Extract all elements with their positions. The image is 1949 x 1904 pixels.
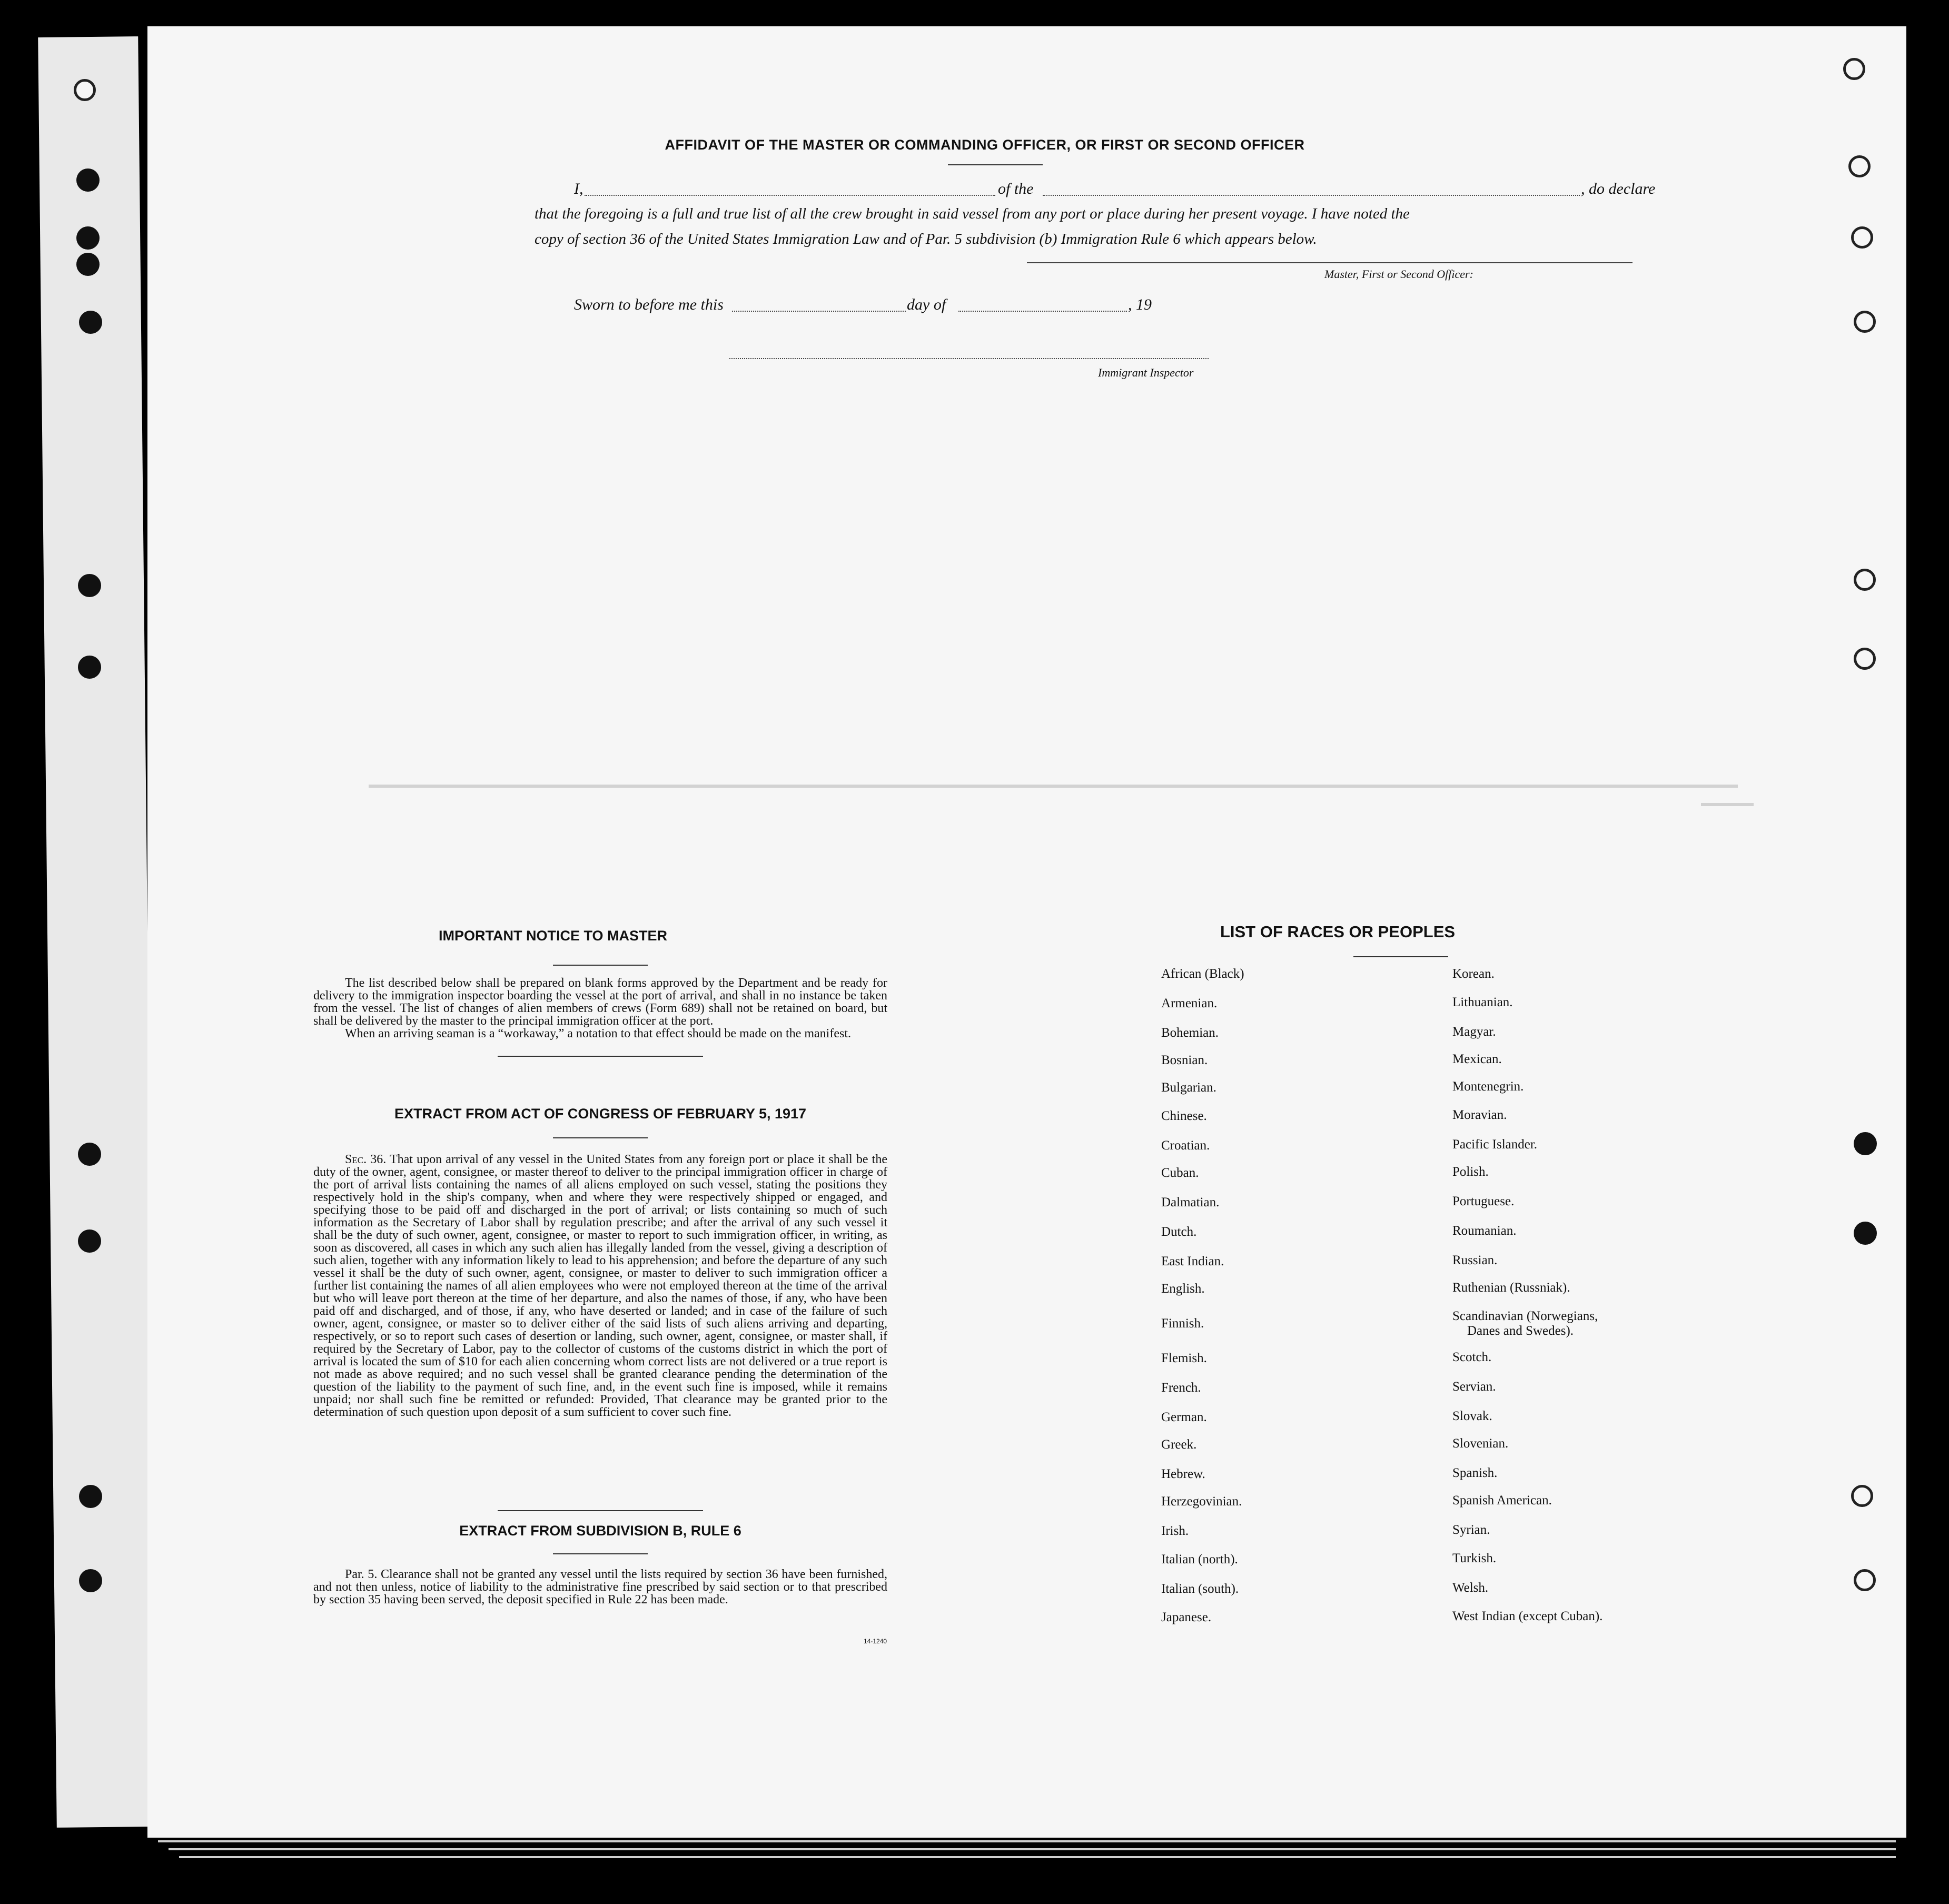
race-item: African (Black) <box>1161 967 1244 981</box>
race-item: East Indian. <box>1161 1254 1224 1268</box>
race-item: Ruthenian (Russniak). <box>1452 1281 1570 1295</box>
race-item: Turkish. <box>1452 1551 1497 1565</box>
page-stack-edge <box>169 1848 1896 1850</box>
race-item: Dalmatian. <box>1161 1195 1220 1209</box>
sworn-label: Sworn to before me this <box>574 296 724 313</box>
race-item: Roumanian. <box>1452 1224 1517 1238</box>
binder-hole <box>1854 1132 1877 1155</box>
inspector-label: Immigrant Inspector <box>1098 366 1194 379</box>
race-item: Polish. <box>1452 1165 1489 1179</box>
race-item: Greek. <box>1161 1437 1197 1452</box>
notice-paragraph-2: When an arriving seaman is a “workaway,” a notation to that effect should be made on the manifest. <box>345 1027 851 1040</box>
extract-rule-text <box>313 1568 887 1606</box>
race-item: Lithuanian. <box>1452 995 1513 1009</box>
race-item: Magyar. <box>1452 1025 1496 1039</box>
affidavit-line2: that the foregoing is a full and true list of all the crew brought in said vessel from any port or place during her present voyage. I have noted the <box>535 205 1410 222</box>
binder-hole <box>1854 648 1876 670</box>
title-underline <box>948 164 1043 165</box>
binder-hole <box>1854 1569 1876 1591</box>
binder-hole <box>76 253 100 276</box>
notice-text <box>313 977 887 1040</box>
affidavit-title: AFFIDAVIT OF THE MASTER OR COMMANDING OFFICER, OR FIRST OR SECOND OFFICER <box>665 137 1305 153</box>
section-divider <box>498 1056 703 1057</box>
binder-hole <box>78 574 101 597</box>
bleed-through-row <box>369 785 1738 788</box>
race-item: Bulgarian. <box>1161 1080 1216 1095</box>
binder-hole <box>78 1143 101 1166</box>
race-item: Finnish. <box>1161 1316 1204 1331</box>
race-item: English. <box>1161 1282 1205 1296</box>
sworn-day-field[interactable] <box>732 311 906 312</box>
race-item: Flemish. <box>1161 1351 1207 1365</box>
binder-hole <box>76 226 100 250</box>
race-item: Croatian. <box>1161 1138 1210 1153</box>
binder-hole <box>1851 1485 1873 1507</box>
races-title-underline <box>1353 956 1448 957</box>
race-item: Japanese. <box>1161 1610 1212 1624</box>
race-item: French. <box>1161 1381 1201 1395</box>
binder-hole <box>76 168 100 192</box>
race-item: Korean. <box>1452 967 1495 981</box>
binder-hole <box>1854 1222 1877 1245</box>
race-item: Russian. <box>1452 1253 1498 1267</box>
race-item: Slovak. <box>1452 1409 1492 1423</box>
extract-rule-title: EXTRACT FROM SUBDIVISION B, RULE 6 <box>459 1523 741 1539</box>
notice-paragraph-1: The list described below shall be prepared on blank forms approved by the Department and be ready for delivery to the immigration inspector boarding the vessel at the port of arrival, and shall in no instance be taken from the vessel. The list of changes of alien members of crews (Form 689) shall not be retained on board, but shall be delivered by the master to the principal immigration officer at the port. <box>313 976 887 1028</box>
name-field[interactable] <box>585 195 995 196</box>
sworn-month-field[interactable] <box>958 311 1127 312</box>
race-item: Scotch. <box>1452 1350 1492 1364</box>
race-item: Italian (south). <box>1161 1582 1239 1596</box>
extract-act-text <box>313 1153 887 1419</box>
race-item: Bosnian. <box>1161 1053 1208 1067</box>
inspector-signature-line[interactable] <box>729 358 1209 359</box>
race-item: Herzegovinian. <box>1161 1494 1242 1509</box>
year-label: , 19 <box>1128 296 1152 313</box>
manifest-page <box>147 26 1906 1838</box>
binder-hole <box>1848 155 1871 177</box>
page-stack-edge <box>158 1840 1896 1842</box>
race-item: Slovenian. <box>1452 1436 1509 1451</box>
race-item: Pacific Islander. <box>1452 1137 1538 1152</box>
extract-act-underline <box>553 1137 648 1138</box>
extract-rule-underline <box>553 1553 648 1554</box>
race-item: German. <box>1161 1410 1207 1424</box>
race-item: Welsh. <box>1452 1581 1489 1595</box>
binder-hole <box>1854 569 1876 591</box>
binder-hole <box>78 1229 101 1253</box>
race-item: Spanish. <box>1452 1466 1498 1480</box>
notice-title-underline <box>553 965 648 966</box>
binder-hole <box>1854 311 1876 333</box>
affidavit-declare-label: , do declare <box>1581 180 1656 197</box>
race-item: Bohemian. <box>1161 1026 1219 1040</box>
form-number: 14-1240 <box>864 1638 887 1645</box>
binder-hole <box>1851 226 1873 249</box>
binder-hole <box>78 656 101 679</box>
page-stack-edge <box>179 1856 1896 1858</box>
sec-36-text: That upon arrival of any vessel in the United States from any foreign port or place it shall be the duty of the owner, agent, consignee, or master thereof to deliver to the principal immigration officer in charge of the port of arrival lists containing the names of all aliens employed on such vessel, stating the positions they respectively hold in the ship's company, when and where they were respectively shipped or engaged, and specifying those to be paid off and discharged in the port of arrival; or lists containing so much of such information as the Secretary of Labor shall by regulation prescribe; and after the arrival of any such vessel it shall be the duty of such owner, agent, consignee, or master to report to such immigration officer, in writing, as soon as discovered, all cases in which any such alien has illegally landed from the vessel, giving a description of such alien, together with any information likely to lead to his apprehension; and before the departure of any such vessel it shall be the duty of such owner, agent, consignee, or master to deliver to such immigration officer a further list containing the names of all alien employees who were not employed thereon at the time of the arrival but who will leave port thereon at the time of her departure, and also the names of those, if any, who have been paid off and discharged, and of those, if any, who have deserted or landed; and in case of the failure of such owner, agent, consignee, or master so to deliver either of the said lists of such aliens arriving and departing, respectively, or so to report such cases of desertion or landing, such owner, agent, consignee, or master shall, if required by the Secretary of Labor, pay to the collector of customs of the customs district in which the port of arrival is located the sum of $10 for each alien concerning whom correct lists are not delivered or a true report is not made as above required; and no such vessel shall be granted clearance pending the determination of the question of the liability to the payment of such fine, and, in the event such fine is imposed, while it remains unpaid; nor shall such fine be remitted or refunded: Provided, That clearance may be granted prior to the determination of such question upon deposit of a sum sufficient to cover such fine. <box>313 1153 887 1419</box>
race-item: Hebrew. <box>1161 1467 1205 1481</box>
binder-hole <box>1843 58 1865 80</box>
binder-hole <box>79 311 102 334</box>
binder-hole <box>79 1485 102 1508</box>
race-item: Irish. <box>1161 1524 1189 1538</box>
underlying-sheet-edge <box>38 36 157 1828</box>
day-of-label: day of <box>907 296 946 313</box>
race-item: Dutch. <box>1161 1225 1197 1239</box>
binder-hole <box>79 1569 102 1592</box>
sec-36-label: Sec. 36. <box>345 1153 387 1166</box>
race-item: Armenian. <box>1161 996 1218 1010</box>
affidavit-i-label: I, <box>574 180 583 197</box>
bleed-through-row <box>1701 803 1754 806</box>
race-item: Italian (north). <box>1161 1552 1238 1566</box>
race-item: Montenegrin. <box>1452 1079 1524 1094</box>
master-signature-line[interactable] <box>1027 262 1633 263</box>
race-item: Syrian. <box>1452 1523 1490 1537</box>
binder-hole <box>74 79 96 101</box>
extract-act-title: EXTRACT FROM ACT OF CONGRESS OF FEBRUARY 5, 1917 <box>394 1106 807 1122</box>
race-item: Spanish American. <box>1452 1493 1552 1508</box>
affidavit-line3: copy of section 36 of the United States Immigration Law and of Par. 5 subdivision (b) Immigration Rule 6 which appears below. <box>535 231 1317 247</box>
race-item: Scandinavian (Norwegians, <box>1452 1309 1598 1323</box>
race-item-continuation: Danes and Swedes). <box>1467 1324 1574 1338</box>
vessel-field[interactable] <box>1043 195 1580 196</box>
notice-title: IMPORTANT NOTICE TO MASTER <box>439 928 667 944</box>
rule-paragraph: Par. 5. Clearance shall not be granted any vessel until the lists required by section 36 have been furnished, and not then unless, notice of liability to the administrative fine prescribed by said section or to that prescribed by section 35 having been served, the deposit specified in Rule 22 has been made. <box>313 1568 887 1607</box>
master-signature-label: Master, First or Second Officer: <box>1324 267 1473 281</box>
race-item: Moravian. <box>1452 1108 1507 1122</box>
race-item: Cuban. <box>1161 1166 1199 1180</box>
races-title: LIST OF RACES OR PEOPLES <box>1220 923 1456 941</box>
race-item: West Indian (except Cuban). <box>1452 1609 1603 1623</box>
race-item: Mexican. <box>1452 1052 1502 1066</box>
race-item: Portuguese. <box>1452 1194 1515 1208</box>
race-item: Chinese. <box>1161 1109 1207 1123</box>
affidavit-of-the-label: of the <box>998 180 1034 197</box>
race-item: Servian. <box>1452 1380 1496 1394</box>
section-divider <box>498 1510 703 1511</box>
